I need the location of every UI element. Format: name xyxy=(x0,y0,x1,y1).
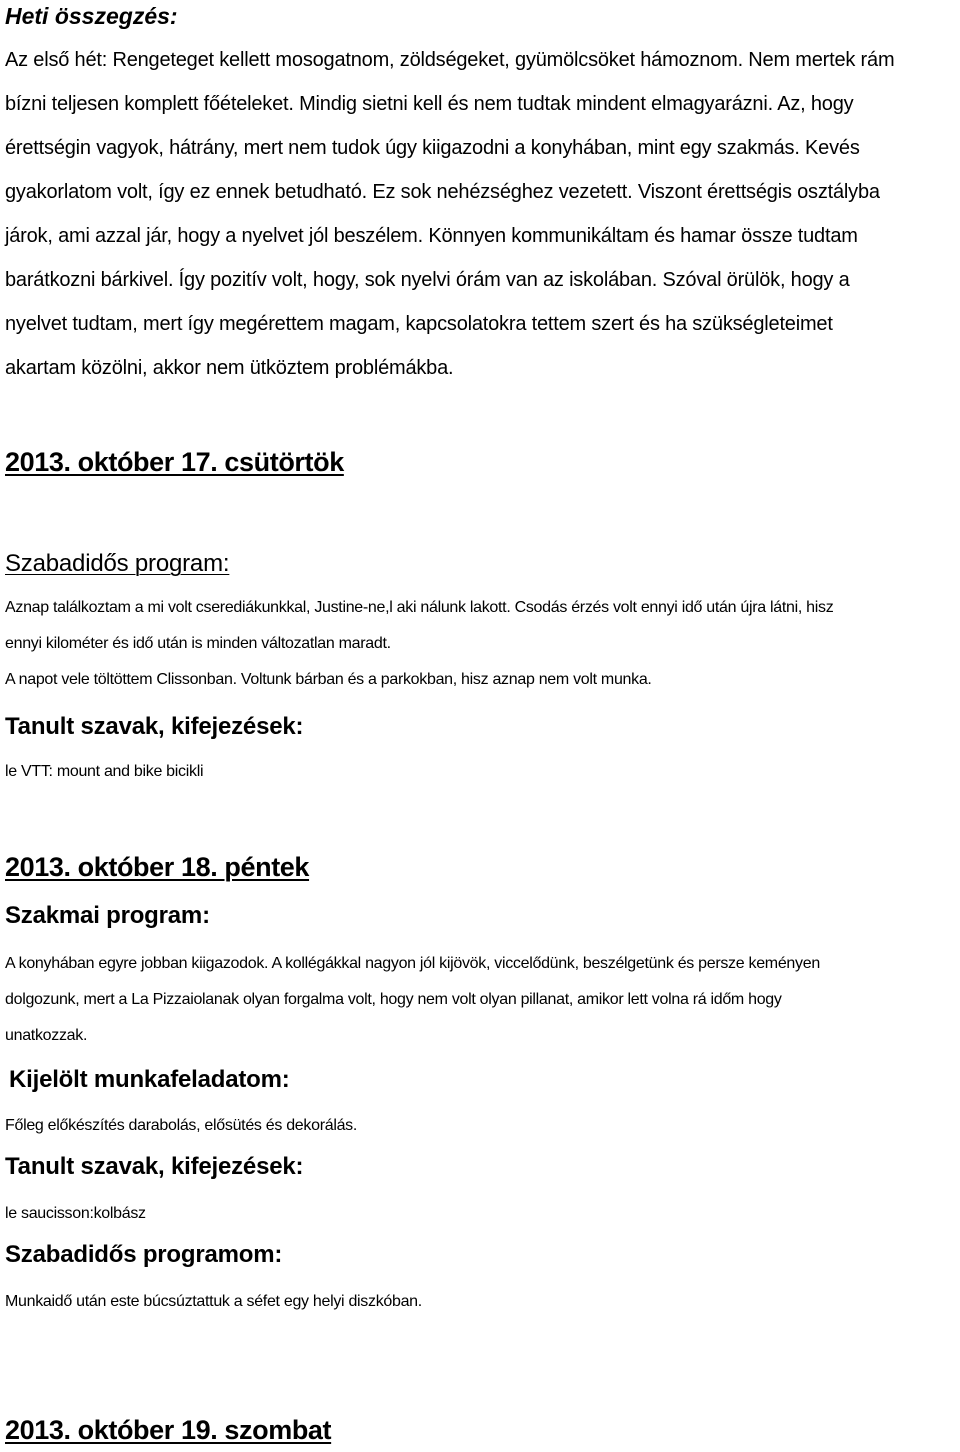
summary-line: nyelvet tudtam, mert így megérettem magam, kapcsolatokra tettem szert és ha szükségleteimet xyxy=(5,313,833,335)
summary-paragraph xyxy=(5,38,894,390)
leisure-line: Aznap találkoztam a mi volt cserediákunkkal, Justine-ne,l aki nálunk lakott. Csodás érzés volt ennyi idő után újra látni, hisz xyxy=(5,599,834,616)
summary-line: bízni teljesen komplett főételeket. Mindig sietni kell és nem tudtak mindent elmagyarázni. Az, hogy xyxy=(5,93,854,115)
summary-line: Az első hét: Rengeteget kellett mosogatnom, zöldségeket, gyümölcsöket hámoznom. Nem mertek rám xyxy=(5,49,895,71)
work-line: A konyhában egyre jobban kiigazodok. A kollégákkal nagyon jól kijövök, viccelődünk, beszélgetünk és persze keményen xyxy=(5,955,820,972)
date-heading-oct-19: 2013. október 19. szombat xyxy=(5,1415,332,1445)
leisure-line: A napot vele töltöttem Clissonban. Voltunk bárban és a parkokban, hisz aznap nem volt munka. xyxy=(5,671,652,688)
leisure-paragraph-oct-17 xyxy=(5,590,833,698)
vocab-heading-oct-17: Tanult szavak, kifejezések: xyxy=(5,713,304,740)
date-heading-oct-18: 2013. október 18. péntek xyxy=(5,852,310,882)
task-text-oct-18: Főleg előkészítés darabolás, elősütés és dekorálás. xyxy=(5,1117,358,1134)
leisure-line: ennyi kilométer és idő után is minden változatlan maradt. xyxy=(5,635,391,652)
vocab-text-oct-17: le VTT: mount and bike bicikli xyxy=(5,763,204,780)
summary-line: érettségin vagyok, hátrány, mert nem tudok úgy kiigazodni a konyhában, mint egy szakmás. Kevés xyxy=(5,137,860,159)
vocab-heading-oct-18: Tanult szavak, kifejezések: xyxy=(5,1153,304,1180)
work-line: unatkozzak. xyxy=(5,1027,88,1044)
leisure-text-oct-18: Munkaidő után este búcsúztattuk a séfet egy helyi diszkóban. xyxy=(5,1293,422,1310)
summary-line: barátkozni bárkivel. Így pozitív volt, hogy, sok nyelvi órám van az iskolában. Szóval örülök, hogy a xyxy=(5,269,850,291)
summary-line: járok, ami azzal jár, hogy a nyelvet jól beszélem. Könnyen kommunikáltam és hamar össze tudtam xyxy=(5,225,858,247)
leisure-heading-oct-17: Szabadidős program: xyxy=(5,550,230,577)
summary-title: Heti összegzés: xyxy=(5,3,178,29)
work-paragraph-oct-18 xyxy=(5,946,820,1054)
work-line: dolgozunk, mert a La Pizzaiolanak olyan forgalma volt, hogy nem volt olyan pillanat, amikor lett volna rá időm hogy xyxy=(5,991,782,1008)
summary-line: akartam közölni, akkor nem ütköztem problémákba. xyxy=(5,357,454,379)
summary-line: gyakorlatom volt, így ez ennek betudható. Ez sok nehézséghez vezetett. Viszont érettségis osztályba xyxy=(5,181,880,203)
work-heading-oct-18: Szakmai program: xyxy=(5,902,210,929)
vocab-text-oct-18: le saucisson:kolbász xyxy=(5,1205,146,1222)
task-heading-oct-18: Kijelölt munkafeladatom: xyxy=(9,1066,290,1093)
leisure-heading-oct-18: Szabadidős programom: xyxy=(5,1241,283,1268)
date-heading-oct-17: 2013. október 17. csütörtök xyxy=(5,447,344,477)
